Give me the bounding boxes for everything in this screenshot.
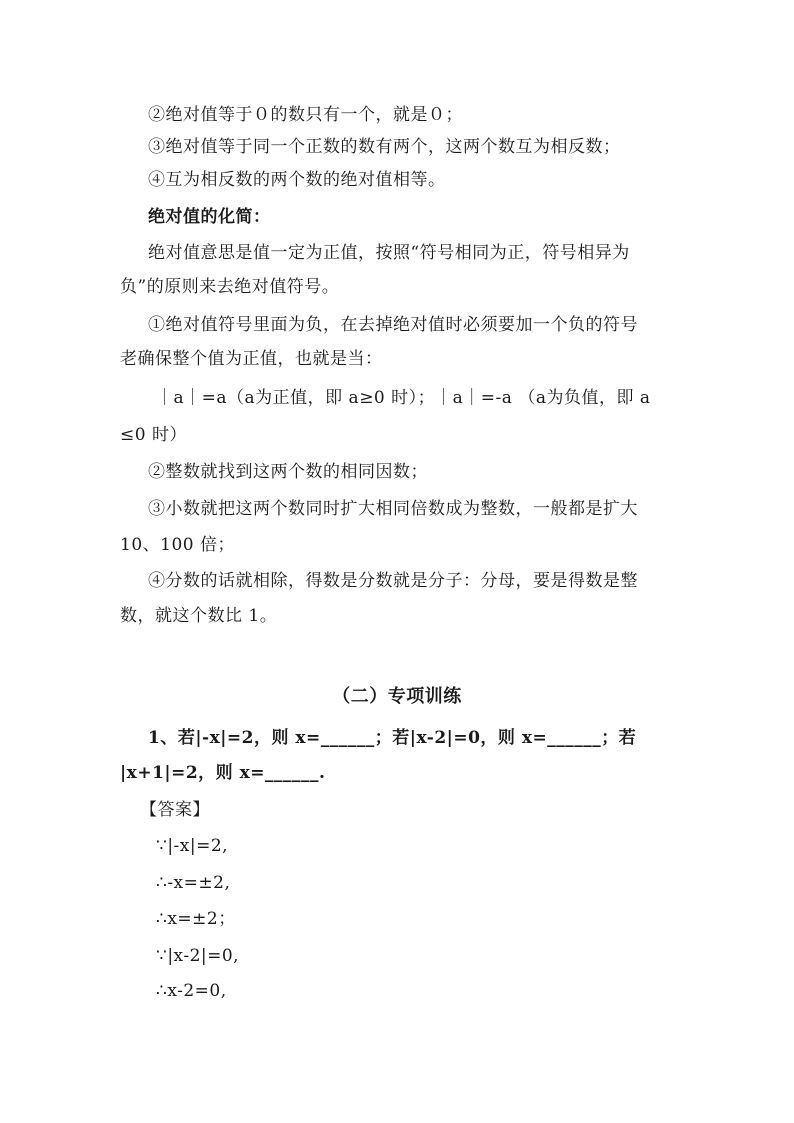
simplify-step2: ②整数就找到这两个数的相同因数； (148, 462, 428, 482)
simplify-step4-line1: ④分数的话就相除，得数是分数就是分子：分母，要是得数是整 (148, 571, 638, 591)
simplify-step1-line2: 老确保整个值为正值，也就是当： (120, 349, 383, 369)
answer-step: ∴x-2=0, (156, 981, 227, 1001)
simplify-heading: 绝对值的化简： (148, 207, 271, 227)
property-item-4: ④互为相反数的两个数的绝对值相等。 (148, 170, 446, 190)
simplify-formula-line2: ≤0 时） (120, 425, 187, 445)
simplify-step3-line1: ③小数就把这两个数同时扩大相同倍数成为整数，一般都是扩大 (148, 499, 638, 519)
answer-step: ∵|x-2|=0, (156, 946, 240, 966)
property-item-3: ③绝对值等于同一个正数的数有两个，这两个数互为相反数； (148, 137, 621, 157)
simplify-step1-line1: ①绝对值符号里面为负，在去掉绝对值时必须要加一个负的符号 (148, 315, 638, 335)
property-item-2: ②绝对值等于０的数只有一个，就是０； (148, 105, 463, 125)
simplify-intro-line1: 绝对值意思是值一定为正值，按照“符号相同为正，符号相异为 (148, 243, 630, 263)
section-title: （二）专项训练 (332, 686, 462, 707)
simplify-step4-line2: 数，就这个数比 1。 (120, 606, 278, 626)
answer-step: ∴x=±2； (156, 909, 236, 929)
simplify-step3-line2: 10、100 倍； (120, 535, 235, 555)
question-1-line1: 1、若|-x|=2，则 x=______；若|x-2|=0，则 x=______；若 (148, 728, 637, 748)
simplify-formula-line1: ｜a｜=a（a为正值，即 a≥0 时）；｜a｜=-a （a为负值，即 a (156, 388, 651, 408)
simplify-intro-line2: 负”的原则来去绝对值符号。 (120, 277, 340, 297)
answer-step: ∵|-x|=2, (156, 836, 229, 856)
question-1-line2: |x+1|=2，则 x=______. (120, 763, 326, 783)
answer-label: 【答案】 (140, 800, 210, 820)
answer-step: ∴-x=±2, (156, 873, 231, 893)
